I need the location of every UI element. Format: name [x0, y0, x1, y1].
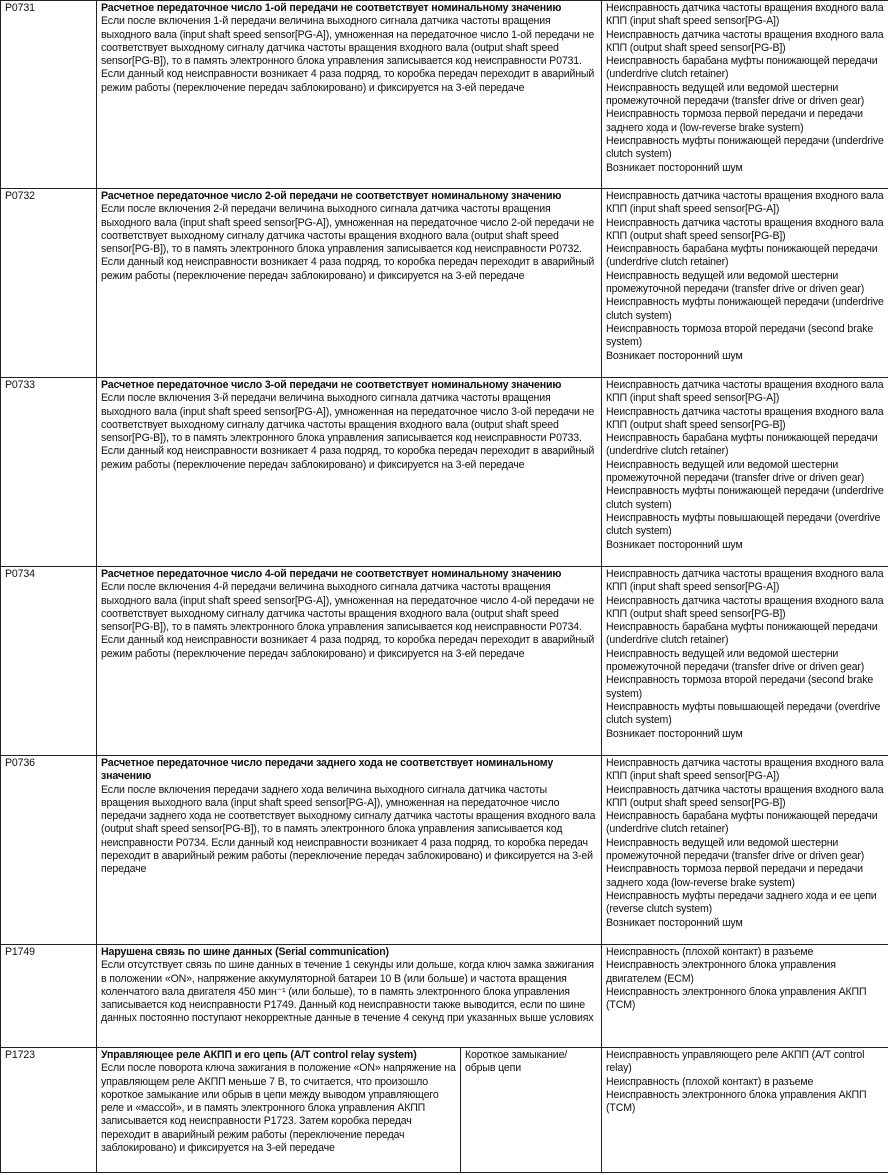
cause-item: Возникает посторонний шум — [606, 349, 743, 362]
cause-item: Неисправность барабана муфты понижающей передачи (underdrive clutch retainer) — [606, 55, 878, 81]
cause-item: Неисправность тормоза первой передачи и передачи заднего хода и (low-reverse brake system) — [606, 108, 863, 134]
dtc-title: Расчетное передаточное число 2-ой передачи не соответствует номинальному значению — [101, 190, 562, 202]
dtc-condition — [97, 945, 602, 1048]
dtc-code: P1723 — [1, 1048, 97, 1173]
cause-item: Неисправность датчика частоты вращения входного вала КПП (input shaft speed sensor[PG-A]) — [606, 568, 884, 594]
cause-item: Неисправность датчика частоты вращения входного вала КПП (input shaft speed sensor[PG-A]) — [606, 379, 884, 405]
dtc-condition — [97, 756, 602, 945]
table-row — [1, 567, 888, 756]
cause-item: Неисправность (плохой контакт) в разъеме — [606, 946, 814, 958]
cause-item: Неисправность электронного блока управления АКПП (TCM) — [606, 985, 867, 1012]
cause-item: Неисправность ведущей или ведомой шестерни промежуточной передачи (transfer drive or driven gear) — [606, 836, 865, 863]
dtc-title: Расчетное передаточное число 4-ой передачи не соответствует номинальному значению — [101, 568, 562, 580]
table-row — [1, 189, 888, 378]
dtc-condition — [97, 1, 602, 189]
dtc-body: Если после поворота ключа зажигания в положение «ON» напряжение на управляющем реле АКПП меньше 7 В, то считается, что произошло короткое замыкание или обрыв в цепи между выводом управляющего реле и «массой», и в память электронного блока управления АКПП записывается код неисправности P1723. Затем коробка передач переходит в аварийный режим работы (переключение передач заблокировано) и фиксируется на 3-ей передаче — [101, 1062, 456, 1155]
cause-item: Неисправность барабана муфты понижающей передачи (underdrive clutch retainer) — [606, 243, 878, 269]
dtc-title: Расчетное передаточное число передачи заднего хода не соответствует номинальному значению — [101, 757, 554, 783]
cause-item: Неисправность (плохой контакт) в разъеме — [606, 1075, 814, 1088]
cause-item: Неисправность ведущей или ведомой шестерни промежуточной передачи (transfer drive or driven gear) — [606, 647, 865, 674]
dtc-body: Если после включения 4-й передачи величина выходного сигнала датчика частоты вращения выходного вала (input shaft speed sensor[PG-A]), умноженная на передаточное число 4-ой передачи не соответствует выходному сигналу датчика частоты вращения входного вала (output shaft speed sensor[PG-B]), то в память электронного блока управления записывается код неисправности P0734. Если данный код неисправности возникает 4 раза подряд, то коробка передач переходит в аварийный режим работы (переключение передач заблокировано) и фиксируется на 3-ей передаче — [101, 581, 595, 660]
cause-item: Неисправность датчика частоты вращения входного вала КПП (output shaft speed sensor[PG-B]) — [606, 594, 884, 620]
dtc-code: P1749 — [1, 945, 97, 1048]
dtc-causes — [602, 945, 888, 1048]
cause-item: Неисправность барабана муфты понижающей передачи (underdrive clutch retainer) — [606, 810, 878, 836]
cause-item: Неисправность датчика частоты вращения входного вала КПП (output shaft speed sensor[PG-B]) — [606, 405, 884, 431]
cause-item: Неисправность управляющего реле АКПП (A/T control relay) — [606, 1049, 865, 1075]
cause-item: Неисправность муфты повышающей передачи (overdrive clutch system) — [606, 511, 881, 538]
dtc-title: Нарушена связь по шине данных (Serial communication) — [101, 946, 389, 958]
dtc-body: Если отсутствует связь по шине данных в течение 1 секунды или дольше, когда ключ замка зажигания в положении «ON», напряжение аккумуляторной батареи 10 В (или больше) и частота вращения коленчатого вала двигателя 450 мин⁻¹ (или больше), то в память электронного блока управления записывается код неисправности P1749. Данный код неисправности также выводится, если по шине данных постоянно поступают некорректные данные в течение 4 секунд при указанных выше условиях — [101, 959, 594, 1025]
dtc-title: Расчетное передаточное число 1-ой передачи не соответствует номинальному значению — [101, 2, 562, 14]
cause-item: Возникает посторонний шум — [606, 161, 743, 174]
cause-item: Неисправность электронного блока управления АКПП (TCM) — [606, 1088, 867, 1115]
cause-item: Неисправность муфты передачи заднего хода и ее цепи (reverse clutch system) — [606, 889, 877, 916]
dtc-condition — [97, 189, 602, 378]
cause-item: Неисправность муфты повышающей передачи (overdrive clutch system) — [606, 700, 881, 727]
dtc-condition — [97, 1048, 461, 1173]
dtc-causes — [602, 1048, 888, 1173]
dtc-condition — [97, 378, 602, 567]
table-row — [1, 945, 888, 1048]
cause-item: Возникает посторонний шум — [606, 916, 743, 929]
cause-item: Неисправность ведущей или ведомой шестерни промежуточной передачи (transfer drive or driven gear) — [606, 269, 865, 296]
dtc-causes — [602, 378, 888, 567]
dtc-condition — [97, 567, 602, 756]
table-row — [1, 378, 888, 567]
dtc-code: P0732 — [1, 189, 97, 378]
cause-item: Неисправность муфты понижающей передачи (underdrive clutch system) — [606, 485, 884, 511]
cause-item: Возникает посторонний шум — [606, 727, 743, 740]
cause-item: Неисправность датчика частоты вращения входного вала КПП (input shaft speed sensor[PG-A]) — [606, 757, 884, 783]
cause-item: Неисправность барабана муфты понижающей передачи (underdrive clutch retainer) — [606, 621, 878, 647]
cause-item: Неисправность ведущей или ведомой шестерни промежуточной передачи (transfer drive or driven gear) — [606, 458, 865, 485]
table-row — [1, 756, 888, 945]
cause-item: Неисправность муфты понижающей передачи (underdrive clutch system) — [606, 134, 884, 161]
cause-item: Неисправность муфты понижающей передачи (underdrive clutch system) — [606, 296, 884, 322]
dtc-body: Если после включения 1-й передачи величина выходного сигнала датчика частоты вращения выходного вала (input shaft speed sensor[PG-A]), умноженная на передаточное число 1-ой передачи не соответствует выходному сигналу датчика частоты вращения входного вала (output shaft speed sensor[PG-B]), то в память электронного блока управления записывается код неисправности P0731. Если данный код неисправности возникает 4 раза подряд, то коробка передач переходит в аварийный режим работы (переключение передач заблокировано) и фиксируется на 3-ей передаче — [101, 15, 595, 94]
dtc-body: Если после включения 3-й передачи величина выходного сигнала датчика частоты вращения выходного вала (input shaft speed sensor[PG-A]), умноженная на передаточное число 3-ой передачи не соответствует выходному сигналу датчика частоты вращения входного вала (output shaft speed sensor[PG-B]), то в память электронного блока управления записывается код неисправности P0733. Если данный код неисправности возникает 4 раза подряд, то коробка передач переходит в аварийный режим работы (переключение передач заблокировано) и фиксируется на 3-ей передаче — [101, 392, 595, 471]
cause-item: Неисправность тормоза второй передачи (second brake system) — [606, 674, 874, 700]
cause-item: Неисправность барабана муфты понижающей передачи (underdrive clutch retainer) — [606, 432, 878, 458]
dtc-causes — [602, 756, 888, 945]
cause-item: Неисправность датчика частоты вращения входного вала КПП (output shaft speed sensor[PG-B]) — [606, 28, 884, 54]
cause-item: Возникает посторонний шум — [606, 538, 743, 551]
dtc-body: Если после включения 2-й передачи величина выходного сигнала датчика частоты вращения выходного вала (input shaft speed sensor[PG-A]), умноженная на передаточное число 2-ой передачи не соответствует выходному сигналу датчика частоты вращения входного вала (output shaft speed sensor[PG-B]), то в память электронного блока управления записывается код неисправности P0732. Если данный код неисправности возникает 4 раза подряд, то коробка передач переходит в аварийный режим работы (переключение передач заблокировано) и фиксируется на 3-ей передаче — [101, 203, 595, 282]
cause-item: Неисправность датчика частоты вращения входного вала КПП (output shaft speed sensor[PG-B]) — [606, 216, 884, 242]
dtc-fault-type: Короткое замыкание/ обрыв цепи — [461, 1048, 602, 1173]
dtc-causes — [602, 189, 888, 378]
dtc-code: P0736 — [1, 756, 97, 945]
cause-item: Неисправность датчика частоты вращения входного вала КПП (output shaft speed sensor[PG-B]) — [606, 783, 884, 809]
dtc-body: Если после включения передачи заднего хода величина выходного сигнала датчика частоты вращения выходного вала (input shaft speed sensor[PG-A]), умноженная на передаточное число передачи заднего хода не соответствует выходному сигналу датчика частоты вращения входного вала (output shaft speed sensor[PG-B]), то в память электронного блока управления записывается код неисправности P0734. Если данный код неисправности возникает 4 раза подряд, то коробка передач переходит в аварийный режим работы (переключение передач заблокировано) и фиксируется на 3-ей передаче — [101, 783, 596, 876]
cause-item: Неисправность тормоза первой передачи и передачи заднего хода (low-reverse brake system) — [606, 863, 863, 889]
dtc-code: P0731 — [1, 1, 97, 189]
dtc-causes — [602, 567, 888, 756]
table-row — [1, 1048, 888, 1173]
cause-item: Неисправность электронного блока управления двигателем (ECM) — [606, 959, 836, 985]
cause-item: Неисправность датчика частоты вращения входного вала КПП (input shaft speed sensor[PG-A]) — [606, 2, 884, 28]
table-row — [1, 1, 888, 189]
dtc-code: P0734 — [1, 567, 97, 756]
cause-item: Неисправность датчика частоты вращения входного вала КПП (input shaft speed sensor[PG-A]) — [606, 190, 884, 216]
dtc-title: Расчетное передаточное число 3-ой передачи не соответствует номинальному значению — [101, 379, 562, 391]
cause-item: Неисправность ведущей или ведомой шестерни промежуточной передачи (transfer drive or driven gear) — [606, 81, 865, 108]
cause-item: Неисправность тормоза второй передачи (second brake system) — [606, 322, 874, 349]
dtc-title: Управляющее реле АКПП и его цепь (A/T control relay system) — [101, 1049, 417, 1061]
dtc-causes — [602, 1, 888, 189]
dtc-code: P0733 — [1, 378, 97, 567]
